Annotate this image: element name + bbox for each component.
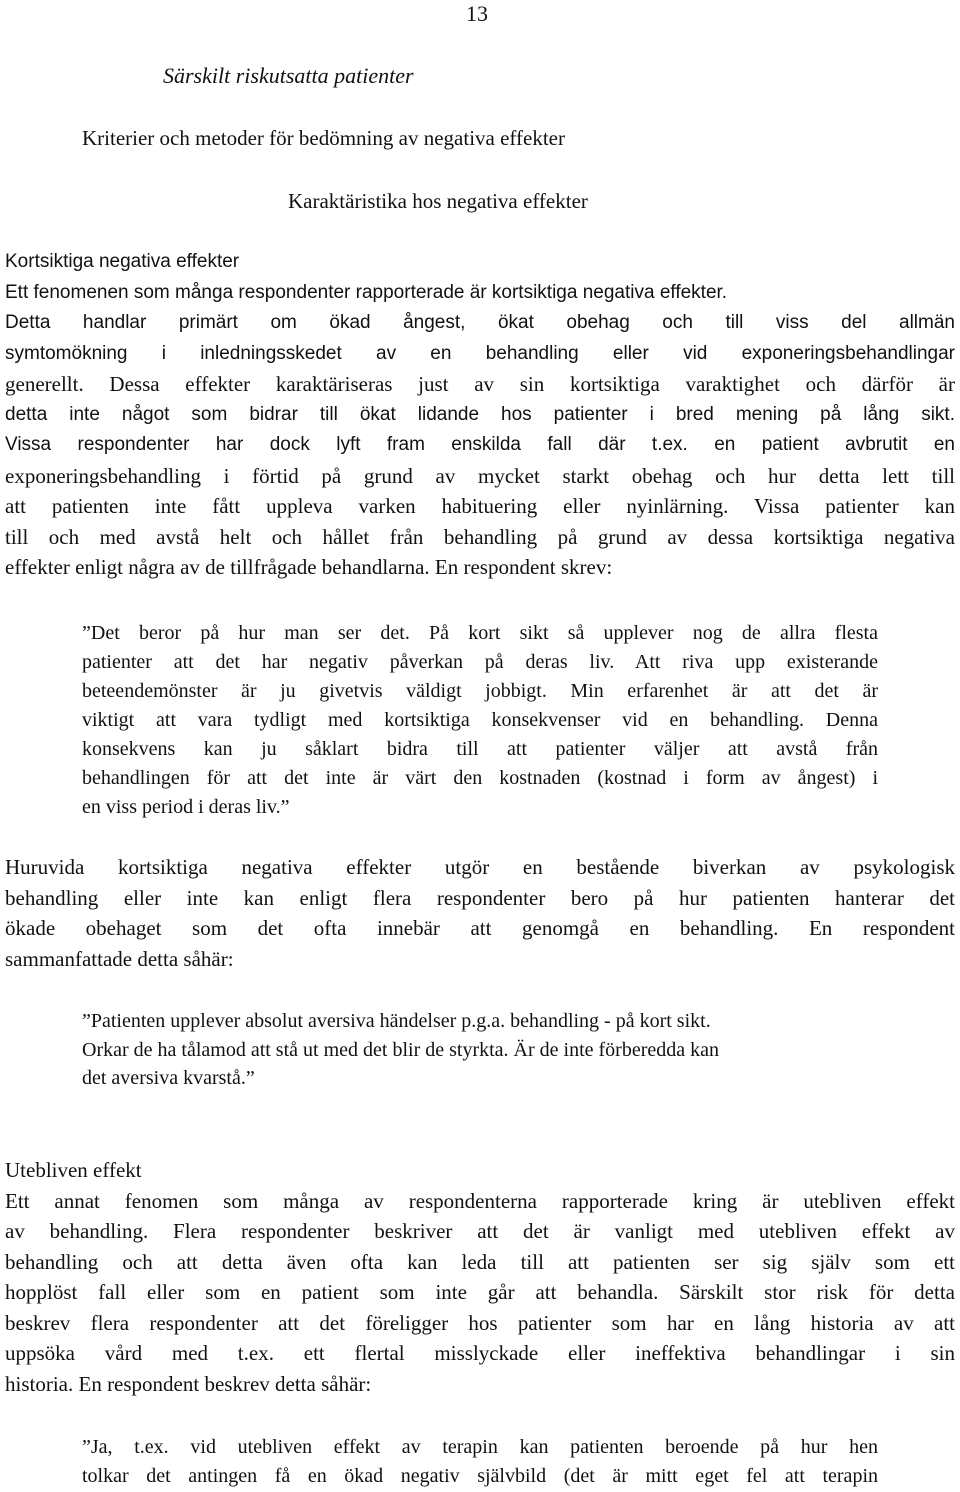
subheading: Kriterier och metoder för bedömning av negativa effekter bbox=[82, 126, 565, 150]
block-quote bbox=[82, 619, 878, 822]
paragraph-line: effekter enligt några av de tillfrågade behandlarna. En respondent skrev: bbox=[5, 555, 613, 579]
paragraph-line: sammanfattade detta såhär: bbox=[5, 946, 234, 971]
paragraph-line: Ett fenomenen som många respondenter rapporterade är kortsiktiga negativa effekter. bbox=[5, 281, 728, 303]
paragraph-line: hopplöst fall eller som en patient som inte går att behandla. Särskilt stor risk för detta bbox=[5, 1280, 955, 1304]
quote-line: Orkar de ha tålamod att stå ut med det blir de styrkta. Är de inte förberedda kan bbox=[82, 1038, 719, 1061]
utebliven-section bbox=[5, 1155, 955, 1399]
section-heading: Särskilt riskutsatta patienter bbox=[163, 63, 414, 88]
subsubheading: Karaktäristika hos negativa effekter bbox=[288, 189, 588, 213]
quote-line: patienter att det har negativ påverkan på deras liv. Att riva upp existerande bbox=[82, 651, 878, 673]
paragraph-line: till och med avstå helt och hållet från behandling på grund av dessa kortsiktiga negativa bbox=[5, 524, 955, 549]
utebliven-title: Utebliven effekt bbox=[5, 1158, 142, 1182]
paragraph-line: detta inte något som bidrar till ökat lidande hos patienter i bred mening på lång sikt. bbox=[5, 403, 955, 425]
quote-line: ”Ja, t.ex. vid utebliven effekt av terapin kan patienten beroende på hur hen bbox=[82, 1436, 878, 1458]
paragraph-line: behandling och att detta även ofta kan leda till att patienten ser sig själv som ett bbox=[5, 1249, 955, 1274]
paragraph-line: generellt. Dessa effekter karaktäriseras just av sin kortsiktiga varaktighet och därför är bbox=[5, 372, 955, 396]
paragraph-line: historia. En respondent beskrev detta såhär: bbox=[5, 1371, 372, 1396]
block-quote bbox=[82, 1433, 878, 1490]
quote-line: konsekvens kan ju såklart bidra till att patienter väljer att avstå från bbox=[82, 738, 878, 760]
paragraph-line: Detta handlar primärt om ökad ångest, ökat obehag och till viss del allmän bbox=[5, 312, 955, 333]
kortsiktiga-section bbox=[5, 247, 955, 583]
kortsiktiga-title: Kortsiktiga negativa effekter bbox=[5, 251, 240, 272]
paragraph-line: symtomökning i inledningsskedet av en behandling eller vid exponeringsbehandlingar bbox=[5, 342, 955, 364]
paragraph-line: behandling eller inte kan enligt flera respondenter bero på hur patienten hanterar det bbox=[5, 885, 955, 910]
paragraph-line: Ett annat fenomen som många av respondenterna rapporterade kring är utebliven effekt bbox=[5, 1188, 955, 1213]
paragraph-line: uppsöka vård med t.ex. ett flertal misslyckade eller ineffektiva behandlingar i sin bbox=[5, 1341, 955, 1365]
paragraph-line: exponeringsbehandling i förtid på grund av mycket starkt obehag och hur detta lett till bbox=[5, 463, 955, 488]
quote-line: ”Det beror på hur man ser det. På kort sikt så upplever nog de allra flesta bbox=[82, 622, 878, 644]
paragraph-line: ökade obehaget som det ofta innebär att genomgå en behandling. En respondent bbox=[5, 916, 955, 940]
paragraph-line: att patienten inte fått uppleva varken habituering eller nyinlärning. Vissa patienter kan bbox=[5, 494, 955, 518]
page-number: 13 bbox=[466, 1, 488, 26]
quote-line: en viss period i deras liv.” bbox=[82, 796, 290, 818]
block-quote bbox=[82, 1007, 878, 1093]
quote-line: ”Patienten upplever absolut aversiva händelser p.g.a. behandling - på kort sikt. bbox=[82, 1010, 711, 1032]
quote-line: det aversiva kvarstå.” bbox=[82, 1067, 255, 1089]
paragraph bbox=[5, 852, 955, 974]
quote-line: behandlingen för att det inte är värt den kostnaden (kostnad i form av ångest) i bbox=[82, 767, 878, 789]
paragraph-line: Huruvida kortsiktiga negativa effekter utgör en bestående biverkan av psykologisk bbox=[5, 855, 955, 879]
quote-line: tolkar det antingen få en ökad negativ självbild (det är mitt eget fel att terapin bbox=[82, 1464, 878, 1487]
paragraph-line: beskrev flera respondenter att det föreligger hos patienter som har en lång historia av att bbox=[5, 1310, 955, 1335]
quote-line: viktigt att vara tydligt med kortsiktiga konsekvenser vid en behandling. Denna bbox=[82, 709, 878, 731]
quote-line: beteendemönster är ju givetvis väldigt jobbigt. Min erfarenhet är att det är bbox=[82, 680, 878, 702]
paragraph-line: av behandling. Flera respondenter beskriver att det är vanligt med utebliven effekt av bbox=[5, 1219, 955, 1243]
paragraph-line: Vissa respondenter har dock lyft fram enskilda fall där t.ex. en patient avbrutit en bbox=[5, 434, 955, 455]
